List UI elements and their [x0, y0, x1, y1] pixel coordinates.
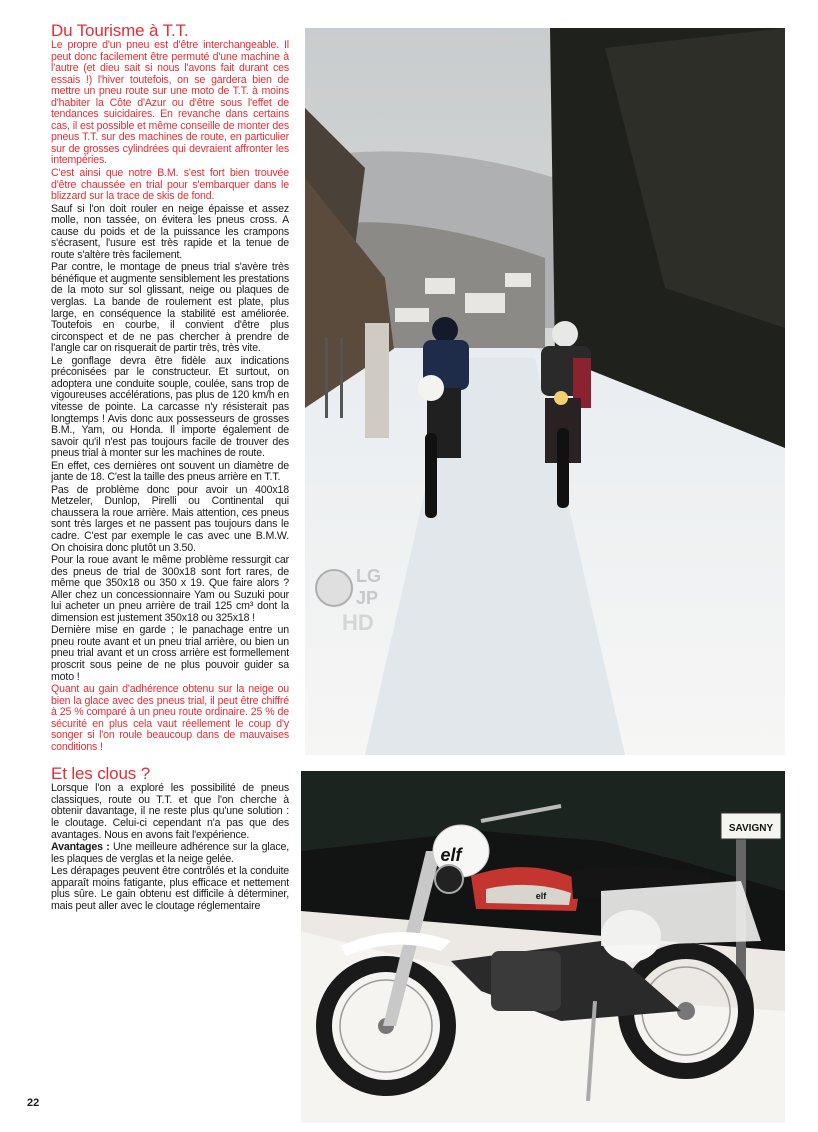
intro-paragraph: Le propre d'un pneu est d'être interchangeable. Il peut donc facilement être permuté d'une machine à l'autre (et dieu sait si nous l'avons fait durant ces essais !) l'hiver toutefois, on se gardera bien de mettre un pneu route sur une moto de T.T. à moins d'habiter la Côte d'Azur ou d'être sous l'effet de tendances suicidaires. En revanche dans certains cas, il est possible et même conseille de monter des pneus T.T. sur des machines de route, en particulier sur de grosses cylindrées qui devraient affronter les intempéries.: [51, 39, 289, 167]
paragraph: Pas de problème donc pour avoir un 400x18 Metzeler, Dunlop, Pirelli ou Continental qui chaussera la roue arrière. Mais attention, ces pneus sont très larges et ne passent pas toujours dans le cadre. C'est par exemple le cas avec une B.M.W. On choisira donc plutôt un 3.50.: [51, 483, 289, 554]
watermark-line-3: HD: [342, 610, 374, 635]
page-number: 22: [27, 1097, 40, 1109]
sign-savigny: SAVIGNY: [728, 823, 774, 834]
paragraph: Pour la roue avant le même problème ressurgit car des pneus de trial de 300x18 sont fort rares, de même que 350x18 ou 350 x 19. Que faire alors ? Aller chez un concessionnaire Yam ou Suzuki pour lui acheter un pneu arrière de trail 125 cm³ dont la dimension est justement 350x18 ou 325x18 !: [51, 554, 289, 624]
snow-riders-photo: [305, 28, 785, 755]
paragraph: Dernière mise en garde ; le panachage entre un pneu route avant et un pneu trial arrière, ou bien un pneu trial avant et un cross arrière est formellement proscrit sous peine de ne plus pouvoir guider sa moto !: [51, 624, 289, 683]
paragraph: Par contre, le montage de pneus trial s'avère très bénéfique et augmente sensiblement les prestations de la moto sur sol glissant, neige ou plaques de verglas. La bande de roulement est plate, plus large, en conséquence la stabilité est améliorée. Toutefois en courbe, il convient d'être plus circonspect et de ne pas chercher à prendre de l'angle car on risquerait de partir très, très vite.: [51, 261, 289, 355]
husqvarna-photo: [301, 771, 785, 1123]
article-column: [51, 22, 289, 1122]
watermark-line-1: LG: [356, 566, 381, 586]
plate-elf-logo: elf: [440, 845, 462, 865]
paragraph: Lorsque l'on a exploré les possibilité de pneus classiques, route ou T.T. et que l'on cherche à obtenir davantage, il ne reste plus qu'une solution : le cloutage. Celui-ci cependant n'a pas que des avantages. Nous en avons fait l'expérience.: [51, 782, 289, 841]
paragraph: Sauf si l'on doit rouler en neige épaisse et assez molle, non tassée, on évitera les pneus cross. A cause du poids et de la puissance les crampons s'écrasent, l'usure est très rapide et la tenue de route s'altère très facilement.: [51, 202, 289, 261]
watermark-line-2: JP: [356, 588, 379, 608]
paragraph: Le gonflage devra être fidèle aux indications préconisées par le constructeur. Et surtout, on adoptera une conduite souple, coulée, sans trop de vigoureuses accélérations, pas plus de 120 km/h en vitesse de pointe. La carcasse n'y résisterait pas longtemps ! Avis donc aux possesseurs de grosses B.M., Yam, ou Honda. Il importe également de savoir qu'il n'est pas toujours facile de trouver des pneus trial à monter sur les machines de route.: [51, 354, 289, 460]
highlight-paragraph: Quant au gain d'adhérence obtenu sur la neige ou bien la glace avec des pneus trial, il peut être chiffré à 25 % comparé à un pneu route ordinaire. 25 % de sécurité en plus cela vaut réellement le coup d'y songer si l'on roule beaucoup dans de mauvaises conditions !: [51, 683, 289, 753]
intro-paragraph-2: C'est ainsi que notre B.M. s'est fort bien trouvée d'être chaussée en trial pour s'embarquer dans le blizzard sur la trace de skis de fond.: [51, 167, 289, 203]
paragraph-avantages: [51, 842, 289, 865]
heading-clous: Et les clous ?: [51, 764, 151, 784]
avantages-label: Avantages :: [51, 841, 110, 854]
paragraph: Les dérapages peuvent être contrôlés et la conduite apparaît moins fatigante, plus efficace et nettement plus sûre. Le gain obtenu est difficile à déterminer, mais peut aller avec le cloutage réglementaire: [51, 865, 289, 912]
heading-tourisme: Du Tourisme à T.T.: [51, 22, 189, 40]
paragraph: En effet, ces dernières ont souvent un diamètre de jante de 18. C'est la taille des pneus arrière en T.T.: [51, 459, 289, 484]
tank-elf-logo: elf: [535, 891, 547, 901]
avantages-text: Une meilleure adhérence sur la glace, les plaques de verglas et la neige gelée.: [51, 841, 289, 865]
watermark-logo: [312, 560, 402, 640]
